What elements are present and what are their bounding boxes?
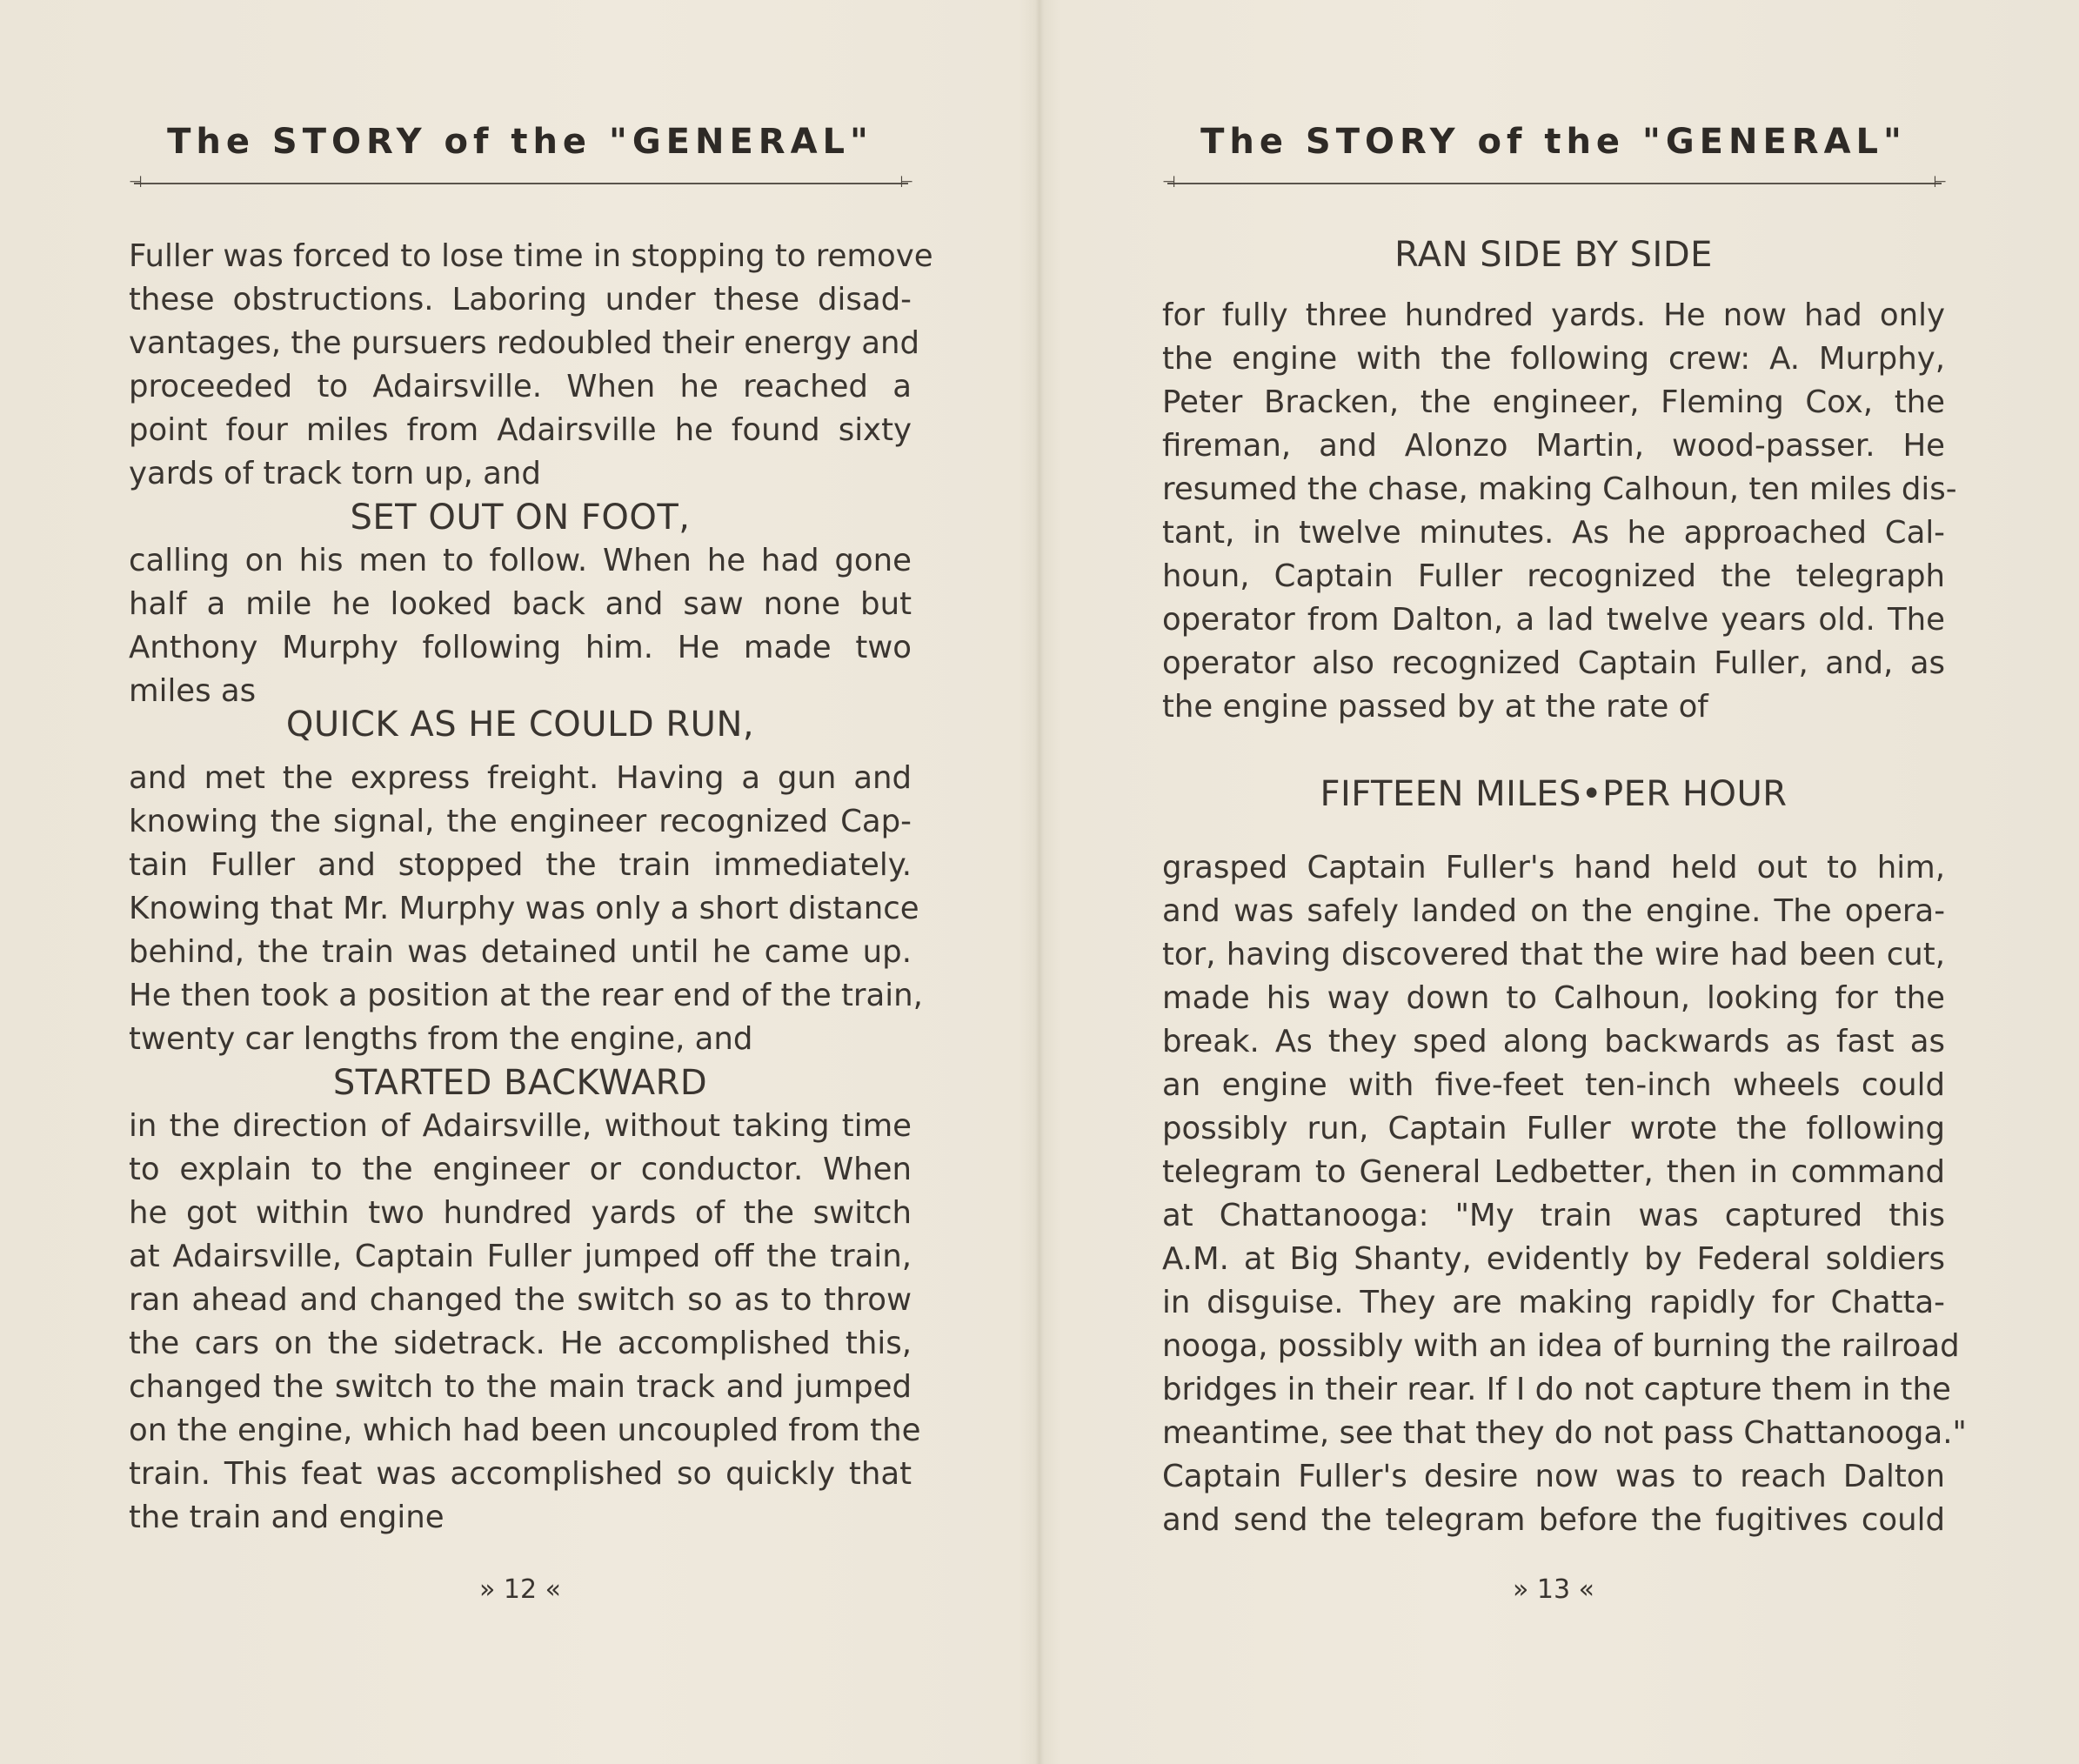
text-line: in the direction of Adairsville, without taking time: [129, 1108, 912, 1144]
page-number: » 12 «: [479, 1574, 561, 1605]
text-line: vantages, the pursuers redoubled their energy and: [129, 325, 919, 361]
running-head: The STORY of the "GENERAL": [1200, 122, 1907, 162]
text-line: the engine passed by at the rate of: [1162, 689, 1708, 725]
section-heading: FIFTEEN MILES•PER HOUR: [1320, 774, 1788, 814]
text-line: made his way down to Calhoun, looking for the: [1162, 980, 1945, 1016]
body-text-block-2: [1162, 233, 1967, 1542]
text-line: these obstructions. Laboring under these disad-: [129, 282, 912, 317]
section-heading: RAN SIDE BY SIDE: [1394, 235, 1713, 275]
text-line: half a mile he looked back and saw none but: [129, 586, 912, 622]
text-line: operator from Dalton, a lad twelve years old. The: [1162, 602, 1945, 638]
text-line: houn, Captain Fuller recognized the telegraph: [1162, 558, 1945, 594]
rule-arrow-left-icon: ⊣: [1162, 173, 1176, 191]
running-head: The STORY of the "GENERAL": [167, 122, 873, 162]
body-text-block-1: [129, 235, 933, 1540]
text-line: train. This feat was accomplished so quickly that: [129, 1456, 912, 1492]
text-line: telegram to General Ledbetter, then in command: [1162, 1154, 1945, 1190]
text-line: on the engine, which had been uncoupled from the: [129, 1413, 921, 1448]
text-line: knowing the signal, the engineer recognized Cap-: [129, 804, 912, 839]
text-line: Anthony Murphy following him. He made two: [129, 630, 912, 665]
text-line: at Chattanooga: "My train was captured this: [1162, 1198, 1945, 1233]
page-gutter: [1035, 0, 1044, 1764]
text-line: possibly run, Captain Fuller wrote the following: [1162, 1111, 1945, 1146]
text-line: and was safely landed on the engine. The opera-: [1162, 893, 1945, 929]
text-line: Knowing that Mr. Murphy was only a short distance: [129, 891, 919, 926]
text-line: the train and engine: [129, 1500, 445, 1535]
text-line: behind, the train was detained until he came up.: [129, 934, 912, 970]
text-line: fireman, and Alonzo Martin, wood-passer. He: [1162, 428, 1945, 464]
text-line: for fully three hundred yards. He now had only: [1162, 297, 1945, 333]
text-line: changed the switch to the main track and jumped: [129, 1369, 912, 1405]
text-line: nooga, possibly with an idea of burning the railroad: [1162, 1328, 1960, 1364]
text-line: resumed the chase, making Calhoun, ten miles dis-: [1162, 471, 1957, 507]
text-line: ran ahead and changed the switch so as to throw: [129, 1282, 912, 1318]
section-heading: STARTED BACKWARD: [332, 1063, 708, 1103]
text-line: tor, having discovered that the wire had been cut,: [1162, 937, 1945, 972]
text-line: calling on his men to follow. When he had gone: [129, 543, 912, 578]
text-line: yards of track torn up, and: [129, 456, 541, 491]
text-line: operator also recognized Captain Fuller, and, as: [1162, 645, 1945, 681]
text-line: to explain to the engineer or conductor. When: [129, 1152, 912, 1187]
text-line: tain Fuller and stopped the train immediately.: [129, 847, 912, 883]
text-line: the engine with the following crew: A. Murphy,: [1162, 341, 1945, 377]
page-number: » 13 «: [1513, 1574, 1594, 1605]
text-line: the cars on the sidetrack. He accomplished this,: [129, 1326, 912, 1361]
text-line: an engine with five-feet ten-inch wheels could: [1162, 1067, 1945, 1103]
text-line: meantime, see that they do not pass Chattanooga.": [1162, 1415, 1967, 1451]
header-rule: [1162, 173, 1947, 191]
text-line: twenty car lengths from the engine, and: [129, 1021, 753, 1057]
text-line: He then took a position at the rear end of the train,: [129, 978, 923, 1013]
text-line: tant, in twelve minutes. As he approached Cal-: [1162, 515, 1945, 551]
text-line: A.M. at Big Shanty, evidently by Federal soldiers: [1162, 1241, 1945, 1277]
text-line: Fuller was forced to lose time in stopping to remove: [129, 238, 933, 274]
text-line: point four miles from Adairsville he found sixty: [129, 412, 912, 448]
text-line: break. As they sped along backwards as fast as: [1162, 1024, 1945, 1059]
rule-arrow-left-icon: ⊣: [129, 173, 143, 191]
text-line: miles as: [129, 673, 257, 709]
text-line: at Adairsville, Captain Fuller jumped off the train,: [129, 1239, 912, 1274]
section-heading: QUICK AS HE COULD RUN,: [285, 705, 755, 745]
rule-arrow-right-icon: ⊢: [899, 173, 913, 191]
text-line: bridges in their rear. If I do not capture them in the: [1162, 1372, 1951, 1407]
text-line: proceeded to Adairsville. When he reached a: [129, 369, 912, 404]
left-page: [129, 0, 999, 1764]
text-line: in disguise. They are making rapidly for Chatta-: [1162, 1285, 1945, 1320]
text-line: grasped Captain Fuller's hand held out to him,: [1162, 850, 1945, 885]
text-line: and send the telegram before the fugitives could: [1162, 1502, 1945, 1538]
header-rule: [129, 173, 913, 191]
text-line: he got within two hundred yards of the switch: [129, 1195, 912, 1231]
right-page: [1162, 0, 2032, 1764]
section-heading: SET OUT ON FOOT,: [350, 498, 691, 538]
text-line: Peter Bracken, the engineer, Fleming Cox, the: [1162, 384, 1945, 420]
text-line: and met the express freight. Having a gun and: [129, 760, 912, 796]
rule-arrow-right-icon: ⊢: [1933, 173, 1947, 191]
text-line: Captain Fuller's desire now was to reach Dalton: [1162, 1459, 1945, 1494]
